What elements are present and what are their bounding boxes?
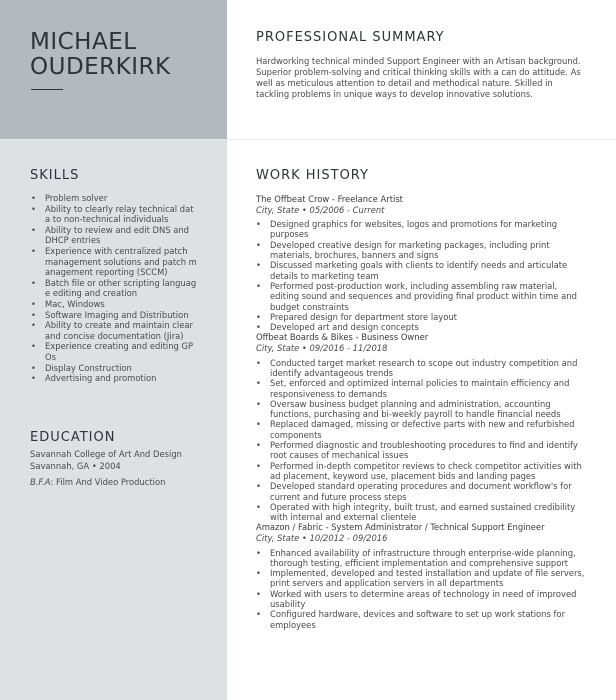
skill-item: • Mac, Windows xyxy=(30,299,198,310)
job-bullet: • Worked with users to determine areas of technology in need of improved usability xyxy=(256,589,586,610)
job-meta: City, State • 05/2006 - Current xyxy=(256,204,385,215)
job-bullets xyxy=(256,358,586,523)
job-location: City, State xyxy=(256,204,300,215)
school-location-line xyxy=(30,461,202,472)
job-bullet: • Developed standard operating procedures and document workflow's for current and future process steps xyxy=(256,481,586,502)
work-heading: WORK HISTORY xyxy=(256,168,369,183)
bullet-separator: • xyxy=(91,460,100,471)
job-title: Offbeat Boards & Bikes - Business Owner xyxy=(256,332,429,343)
school-location: Savannah, GA xyxy=(30,460,90,471)
degree-abbr: B.F.A xyxy=(30,476,51,487)
summary-text: Hardworking technical minded Support Engineer with an Artisan background. Superior problem-solving and critical thinking skills with a can do attitude. As well as meticulous attention to detail and methodical nature. Skilled in tackling problems in unique ways to develop innovative solutions. xyxy=(256,56,581,99)
skill-item: • Ability to create and maintain clear and concise documentation (Jira) xyxy=(30,320,198,341)
work-history xyxy=(256,194,586,630)
job-bullet: • Implemented, developed and tested installation and update of file servers, print servers and application servers in all departments xyxy=(256,568,586,589)
job-bullet: • Operated with high integrity, built trust, and earned sustained credibility with internal and external clientele xyxy=(256,502,586,523)
degree-field: Film And Video Production xyxy=(56,476,166,487)
skill-item: • Experience creating and editing GPOs xyxy=(30,341,198,362)
skill-item: • Ability to clearly relay technical data to non-technical individuals xyxy=(30,204,198,225)
skills-list xyxy=(30,193,198,384)
summary-heading: PROFESSIONAL SUMMARY xyxy=(256,30,445,45)
first-name: MICHAEL xyxy=(30,29,137,55)
job-entry xyxy=(256,194,586,332)
job-bullet: • Performed in-depth competitor reviews to check competitor activities with ad placement, keyword use, placement bids and landing pages xyxy=(256,461,586,482)
graduation-year: 2004 xyxy=(99,460,121,471)
job-dates: 10/2012 - 09/2016 xyxy=(309,532,388,543)
job-bullet: • Enhanced availability of infrastructure through enterprise-wide planning, thorough testing, efficient implementation and comprehensive support xyxy=(256,548,586,569)
job-bullets xyxy=(256,219,586,332)
job-bullet: • Developed creative design for marketing packages, including print materials, brochures, banners and signs xyxy=(256,240,586,261)
job-title: The Offbeat Crow - Freelance Artist xyxy=(256,194,403,204)
job-entry xyxy=(256,522,586,630)
job-dates: 09/2016 - 11/2018 xyxy=(309,343,388,354)
job-bullet: • Prepared design for department store layout xyxy=(256,312,586,322)
candidate-name xyxy=(30,30,171,80)
skill-item: • Advertising and promotion xyxy=(30,373,198,384)
school-name: Savannah College of Art And Design xyxy=(30,449,182,459)
skill-item: • Display Construction xyxy=(30,363,198,374)
education-entry xyxy=(30,449,202,487)
header-divider xyxy=(0,139,616,140)
job-title: Amazon / Fabric - System Administrator / Technical Support Engineer xyxy=(256,522,545,533)
job-bullet: • Conducted target market research to scope out industry competition and identify advantageous trends xyxy=(256,358,586,379)
job-bullet: • Performed diagnostic and troubleshooting procedures to find and identify root causes of mechanical issues xyxy=(256,440,586,461)
job-bullet: • Set, enforced and optimized internal policies to maintain efficiency and responsiveness to demands xyxy=(256,378,586,399)
job-bullets xyxy=(256,548,586,630)
job-meta: City, State • 09/2016 - 11/2018 xyxy=(256,343,388,354)
job-bullet: • Performed post-production work, including assembling raw material, editing sound and sequences and providing final product within time and budget constraints xyxy=(256,281,586,312)
skill-item: • Software Imaging and Distribution xyxy=(30,310,198,321)
last-name: OUDERKIRK xyxy=(30,54,171,80)
job-dates: 05/2006 - Current xyxy=(309,204,385,215)
job-meta: City, State • 10/2012 - 09/2016 xyxy=(256,532,388,543)
job-bullet: • Replaced damaged, missing or defective parts with new and refurbished components xyxy=(256,419,586,440)
skills-heading: SKILLS xyxy=(30,168,80,183)
skill-item: • Experience with centralized patch management solutions and patch management reporting (SCCM) xyxy=(30,246,198,278)
job-bullet: • Discussed marketing goals with clients to identify needs and articulate details to marketing team xyxy=(256,260,586,281)
degree-line: B.F.A: Film And Video Production xyxy=(30,476,166,487)
skill-item: • Ability to review and edit DNS and DHCP entries xyxy=(30,225,198,246)
job-bullet: • Developed art and design concepts xyxy=(256,322,586,332)
job-bullet: • Configured hardware, devices and software to set up work stations for employees xyxy=(256,609,586,630)
skill-item: • Batch file or other scripting language editing and creation xyxy=(30,278,198,299)
job-bullet: • Designed graphics for websites, logos and promotions for marketing purposes xyxy=(256,219,586,240)
education-heading: EDUCATION xyxy=(30,430,116,445)
job-entry xyxy=(256,332,586,522)
name-underline xyxy=(31,89,63,90)
skill-item: • Problem solver xyxy=(30,193,198,204)
job-location: City, State xyxy=(256,532,300,543)
job-location: City, State xyxy=(256,343,300,354)
job-bullet: • Oversaw business budget planning and administration, accounting functions, purchasing and bi-weekly payroll to handle financial needs xyxy=(256,399,586,420)
